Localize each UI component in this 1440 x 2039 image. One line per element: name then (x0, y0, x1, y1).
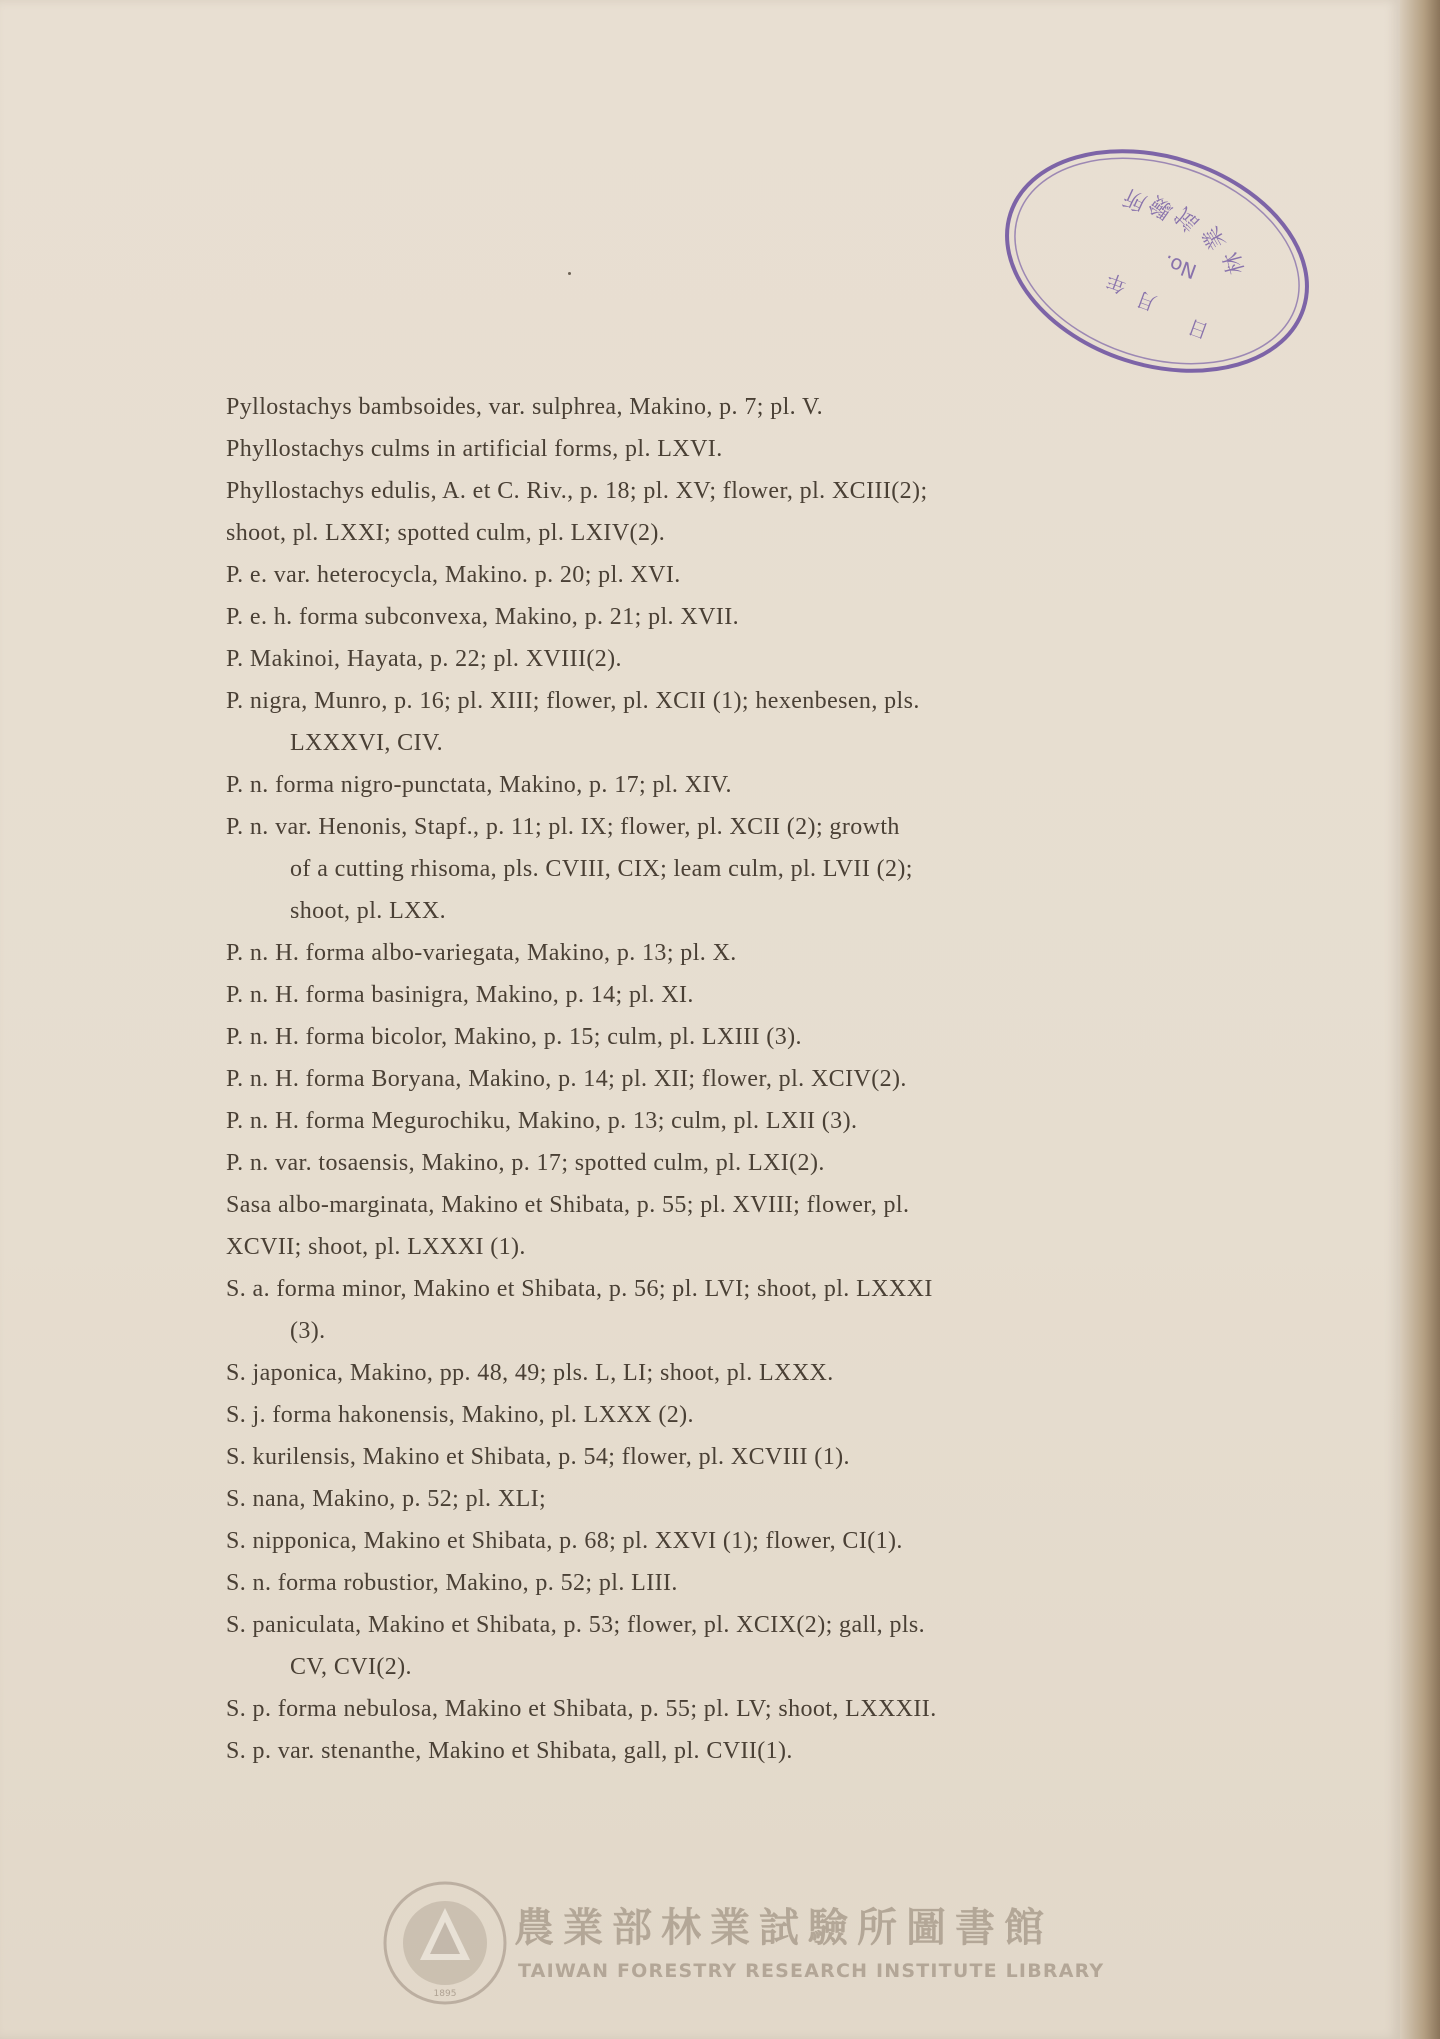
entry-line: P. e. var. heterocycla, Makino. p. 20; pl. XVI. (226, 562, 681, 588)
index-entry (226, 932, 1146, 974)
ink-dot (568, 272, 571, 275)
entry-line: P. n. H. forma Boryana, Makino, p. 14; pl. XII; flower, pl. XCIV(2). (226, 1066, 907, 1092)
library-name-cn: 農業部林業試驗所圖書館 (514, 1905, 1053, 1951)
entry-line: S. p. forma nebulosa, Makino et Shibata, p. 55; pl. LV; shoot, LXXXII. (226, 1696, 937, 1722)
svg-text:日: 日 (1184, 314, 1212, 344)
entry-line: P. Makinoi, Hayata, p. 22; pl. XVIII(2). (226, 646, 622, 672)
index-entry (226, 1688, 1146, 1730)
entry-line: S. paniculata, Makino et Shibata, p. 53; flower, pl. XCIX(2); gall, pls. (226, 1612, 926, 1638)
entry-line: P. n. var. Henonis, Stapf., p. 11; pl. IX; flower, pl. XCII (2); growth (226, 814, 900, 840)
svg-text:月: 月 (1132, 286, 1160, 316)
entry-continuation-line: CV, CVI(2). (290, 1654, 412, 1680)
index-entry (226, 1520, 1146, 1562)
index-entry (226, 1142, 1146, 1184)
index-entry (226, 1730, 1146, 1772)
entry-line: S. p. var. stenanthe, Makino et Shibata, gall, pl. CVII(1). (226, 1738, 793, 1764)
entry-line: P. e. h. forma subconvexa, Makino, p. 21; pl. XVII. (226, 604, 739, 630)
entry-line: Phyllostachys edulis, A. et C. Riv., p. 18; pl. XV; flower, pl. XCIII(2); (226, 478, 928, 504)
entry-line: P. n. forma nigro-punctata, Makino, p. 17; pl. XIV. (226, 772, 732, 798)
entry-line: S. nana, Makino, p. 52; pl. XLI; (226, 1486, 547, 1512)
entry-line: P. n. var. tosaensis, Makino, p. 17; spotted culm, pl. LXI(2). (226, 1150, 825, 1176)
entry-line: S. n. forma robustior, Makino, p. 52; pl. LIII. (226, 1570, 678, 1596)
index-entry (226, 1184, 1146, 1268)
page-edge (1400, 0, 1440, 2039)
svg-text:所: 所 (1120, 183, 1151, 216)
index-entry (226, 1562, 1146, 1604)
index-entry (226, 1058, 1146, 1100)
index-entry (226, 806, 1146, 932)
entry-continuation-line: of a cutting rhisoma, pls. CVIII, CIX; leam culm, pl. LVII (2); (290, 856, 913, 882)
entry-line: S. japonica, Makino, pp. 48, 49; pls. L, LI; shoot, pl. LXXX. (226, 1360, 834, 1386)
entry-line: S. kurilensis, Makino et Shibata, p. 54; flower, pl. XCVIII (1). (226, 1444, 850, 1470)
index-entry (226, 638, 1146, 680)
svg-text:No.: No. (1160, 249, 1200, 284)
index-entry (226, 1268, 1146, 1352)
svg-text:1895: 1895 (433, 1989, 457, 1999)
index-entry (226, 554, 1146, 596)
index-entry (226, 596, 1146, 638)
stamp-oval-icon (998, 148, 1316, 374)
library-watermark (380, 1878, 1120, 2018)
entry-line: P. nigra, Munro, p. 16; pl. XIII; flower, pl. XCII (1); hexenbesen, pls. (226, 688, 920, 714)
index-entry (226, 1478, 1146, 1520)
library-name-en: TAIWAN FORESTRY RESEARCH INSTITUTE LIBRARY (518, 1960, 1105, 1982)
index-entry (226, 680, 1146, 764)
index-entry (226, 1016, 1146, 1058)
institute-logo-icon (380, 1878, 510, 2008)
index-entry (226, 1352, 1146, 1394)
library-stamp (998, 148, 1316, 374)
entry-line: Sasa albo-marginata, Makino et Shibata, p. 55; pl. XVIII; flower, pl. (226, 1192, 910, 1218)
entry-continuation-line: LXXXVI, CIV. (290, 730, 444, 756)
entry-line: Pyllostachys bambsoides, var. sulphrea, Makino, p. 7; pl. V. (226, 394, 824, 420)
index-entry (226, 764, 1146, 806)
entry-line: S. a. forma minor, Makino et Shibata, p. 56; pl. LVI; shoot, pl. LXXXI (226, 1276, 933, 1302)
index-entry (226, 1604, 1146, 1688)
index-entry (226, 1100, 1146, 1142)
entry-line: S. nipponica, Makino et Shibata, p. 68; pl. XXVI (1); flower, CI(1). (226, 1528, 903, 1554)
index-entry (226, 974, 1146, 1016)
index-entries (226, 386, 1146, 1772)
entry-continuation-line: (3). (290, 1318, 326, 1344)
svg-text:驗: 驗 (1145, 190, 1178, 224)
svg-text:試: 試 (1170, 202, 1205, 236)
entry-line: P. n. H. forma albo-variegata, Makino, p. 13; pl. X. (226, 940, 737, 966)
index-entry (226, 1394, 1146, 1436)
entry-line: S. j. forma hakonensis, Makino, pl. LXXX (2). (226, 1402, 694, 1428)
entry-continuation-line: shoot, pl. LXX. (290, 898, 446, 924)
entry-line: P. n. H. forma bicolor, Makino, p. 15; culm, pl. LXIII (3). (226, 1024, 802, 1050)
entry-line: Phyllostachys culms in artificial forms, pl. LXVI. (226, 436, 723, 462)
entry-line: P. n. H. forma Megurochiku, Makino, p. 13; culm, pl. LXII (3). (226, 1108, 858, 1134)
svg-text:林: 林 (1219, 249, 1250, 277)
index-entry (226, 470, 1146, 554)
index-entry (226, 428, 1146, 470)
index-entry (226, 1436, 1146, 1478)
index-entry (226, 386, 1146, 428)
svg-text:年: 年 (1102, 268, 1130, 298)
svg-text:業: 業 (1198, 221, 1232, 254)
entry-line: P. n. H. forma basinigra, Makino, p. 14; pl. XI. (226, 982, 694, 1008)
entry-continuation-line: shoot, pl. LXXI; spotted culm, pl. LXIV(2). (226, 520, 666, 546)
entry-continuation-line: XCVII; shoot, pl. LXXXI (1). (226, 1234, 526, 1260)
